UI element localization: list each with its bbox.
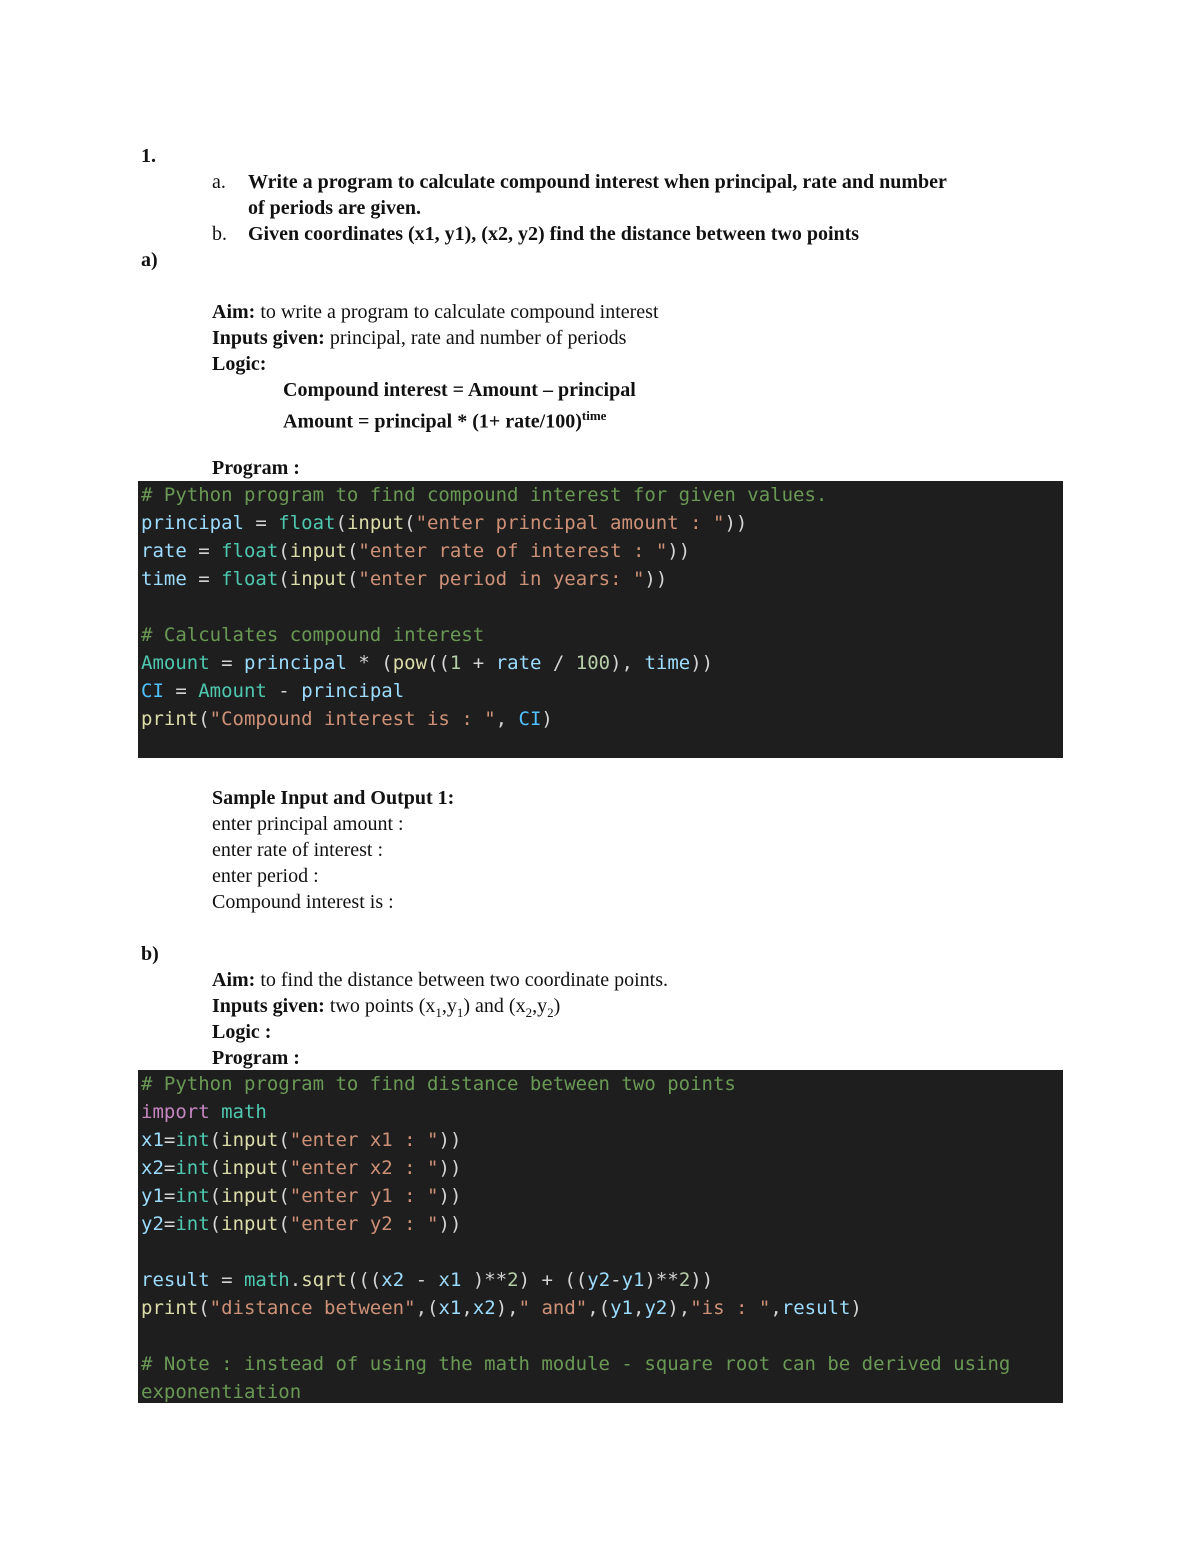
formula-amount-text: Amount = principal * (1+ rate/100) bbox=[283, 410, 582, 433]
inputs-label: Inputs given: bbox=[212, 327, 325, 349]
part-b-aim bbox=[212, 967, 668, 993]
code-line: time = float(input("enter period in years: ")) bbox=[141, 568, 668, 590]
part-b-logic-label: Logic : bbox=[212, 1021, 272, 1043]
sample-line: enter principal amount : bbox=[212, 813, 404, 835]
formula-amount-exponent: time bbox=[581, 408, 607, 423]
code-line: rate = float(input("enter rate of interest : ")) bbox=[141, 540, 691, 562]
code-block-compound-interest bbox=[138, 481, 1063, 758]
part-a-label: a) bbox=[141, 249, 158, 271]
code-line: result = math.sqrt(((x2 - x1 )**2) + ((y2-y1)**2)) bbox=[141, 1269, 714, 1291]
code-line-blank bbox=[141, 593, 1063, 621]
question-number: 1. bbox=[141, 145, 156, 167]
part-a-aim bbox=[212, 299, 659, 325]
formula-compound-interest: Compound interest = Amount – principal bbox=[283, 379, 636, 401]
aim-label: Aim: bbox=[212, 969, 256, 991]
sample-line: enter rate of interest : bbox=[212, 839, 384, 861]
task-a-marker: a. bbox=[212, 171, 226, 193]
code-line: x1=int(input("enter x1 : ")) bbox=[141, 1129, 462, 1151]
code-line-blank bbox=[141, 1238, 1063, 1266]
code-line: Amount = principal * (pow((1 + rate / 100), time)) bbox=[141, 652, 714, 674]
part-b-program-label: Program : bbox=[212, 1047, 300, 1069]
aim-text: to find the distance between two coordinate points. bbox=[255, 969, 668, 991]
part-a-program-label: Program : bbox=[212, 457, 300, 479]
code-line: y1=int(input("enter y1 : ")) bbox=[141, 1185, 462, 1207]
task-a-line2: of periods are given. bbox=[248, 197, 421, 219]
code-line: # Note : instead of using the math module - square root can be derived using bbox=[141, 1353, 1011, 1375]
task-a-line1: Write a program to calculate compound interest when principal, rate and number bbox=[248, 171, 947, 193]
code-line: CI = Amount - principal bbox=[141, 680, 405, 702]
sample-io-title: Sample Input and Output 1: bbox=[212, 787, 455, 809]
sample-line: enter period : bbox=[212, 865, 319, 887]
code-block-distance bbox=[138, 1070, 1063, 1403]
code-line: # Calculates compound interest bbox=[141, 624, 485, 646]
aim-label: Aim: bbox=[212, 301, 256, 323]
code-line: # Python program to find distance between two points bbox=[141, 1073, 736, 1095]
formula-amount bbox=[283, 403, 606, 435]
part-b-label: b) bbox=[141, 943, 159, 965]
code-line: # Python program to find compound interest for given values. bbox=[141, 484, 828, 506]
inputs-label: Inputs given: bbox=[212, 995, 325, 1017]
code-line: print("distance between",(x1,x2)," and",(y1,y2),"is : ",result) bbox=[141, 1297, 862, 1319]
part-a-logic-label: Logic: bbox=[212, 353, 267, 375]
part-a-inputs bbox=[212, 325, 626, 351]
code-line: import math bbox=[141, 1101, 267, 1123]
code-line: exponentiation bbox=[141, 1381, 302, 1403]
code-line: y2=int(input("enter y2 : ")) bbox=[141, 1213, 462, 1235]
part-b-inputs: Inputs given: two points $(x_1,y_1)$ and $(x_2,y_2)$ bbox=[212, 995, 561, 1020]
task-b-line1: Given coordinates (x1, y1), (x2, y2) find the distance between two points bbox=[248, 223, 860, 245]
inputs-text: principal, rate and number of periods bbox=[324, 327, 627, 349]
code-line: x2=int(input("enter x2 : ")) bbox=[141, 1157, 462, 1179]
code-line: print("Compound interest is : ", CI) bbox=[141, 708, 553, 730]
code-line-blank bbox=[141, 1322, 1063, 1350]
aim-text: to write a program to calculate compound interest bbox=[255, 301, 659, 323]
task-b-marker: b. bbox=[212, 223, 227, 245]
sample-line: Compound interest is : bbox=[212, 891, 394, 913]
code-line: principal = float(input("enter principal amount : ")) bbox=[141, 512, 748, 534]
